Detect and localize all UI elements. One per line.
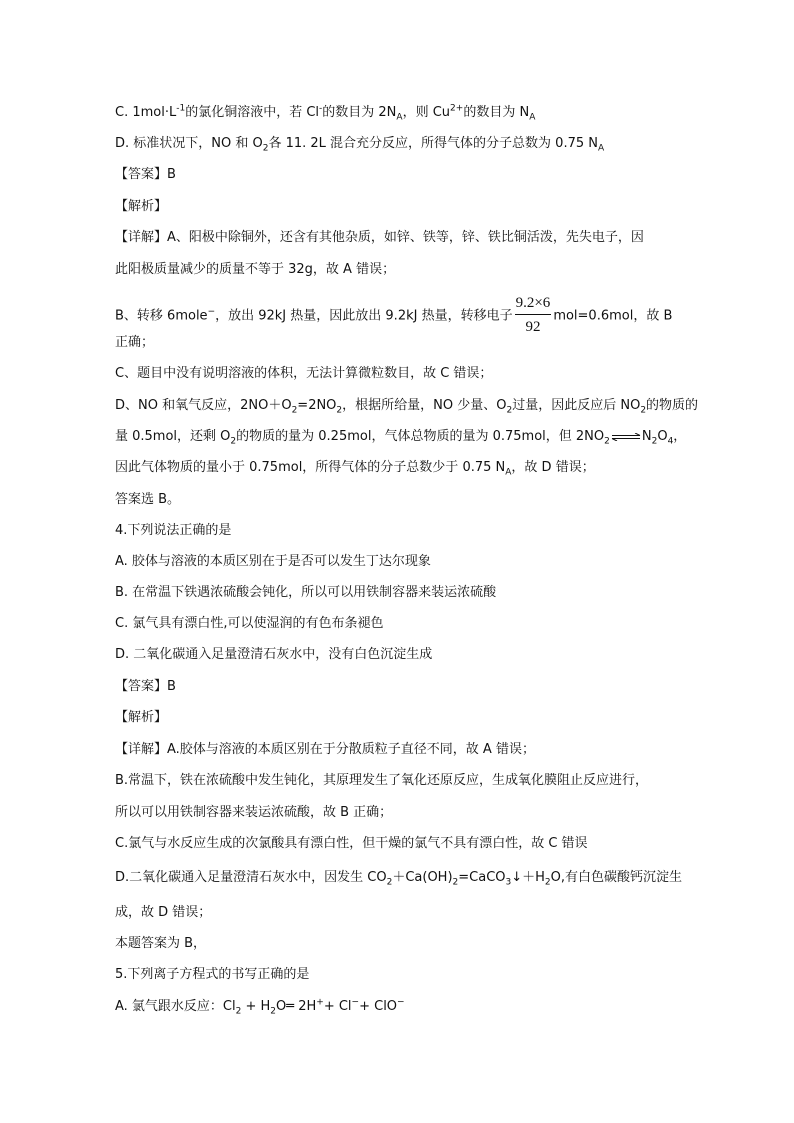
q3-final-answer: 答案选 B。	[115, 492, 181, 507]
q3-detail-c: C、题目中没有说明溶液的体积，无法计算微粒数目，故 C 错误；	[115, 366, 493, 381]
q4-final-answer: 本题答案为 B，	[115, 936, 207, 951]
q3-analysis-heading: 【解析】	[115, 199, 168, 214]
q4-option-d: D. 二氧化碳通入足量澄清石灰水中，没有白色沉淀生成	[115, 647, 433, 662]
q3-detail-a-line1: 【详解】A、阳极中除铜外，还含有其他杂质，如锌、铁等，锌、铁比铜活泼，先失电子，因	[115, 230, 644, 245]
q4-detail-b-line2: 所以可以用铁制容器来装运浓硫酸，故 B 正确；	[115, 805, 393, 820]
q4-detail-a: 【详解】A.胶体与溶液的本质区别在于分散质粒子直径不同，故 A 错误；	[115, 742, 535, 757]
q4-stem: 4.下列说法正确的是	[115, 523, 232, 538]
q4-option-c: C. 氯气具有漂白性,可以使湿润的有色布条褪色	[115, 616, 384, 631]
q4-detail-b-line1: B.常温下，铁在浓硫酸中发生钝化，其原理发生了氧化还原反应，生成氧化膜阻止反应进行，	[115, 773, 649, 788]
q3-detail-d-line1: D、NO 和氧气反应，$2NO+O_2=2NO_2$，根据所给量，NO 少量、$O_2$过量，因此反应后 $NO_2$的物质的	[115, 398, 699, 416]
q3-option-c: C. $1mol\cdot L^{-1}$的氯化铜溶液中，若 Cl-的数目为 $2N_A$，则 $Cu^{2+}$的数目为 $N_A$	[115, 103, 536, 123]
q3-detail-b: B、转移 6mole−，放出 92kJ 热量，因此放出 9.2kJ 热量，转移电子 $\frac{9.2\times 6}{92}$ mol=0.6mol，故 B	[115, 295, 673, 335]
q4-detail-d-line1: D.二氧化碳通入足量澄清石灰水中，因发生 $CO_2+Ca(OH)_2=CaCO_3↓+H_2O$,有白色碳酸钙沉淀生	[115, 870, 683, 888]
equilibrium-arrow-icon	[611, 433, 641, 441]
q3-detail-d-line2: 量 0.5mol，还剩 $O_2$的物质的量为 0.25mol，气体总物质的量为 0.75mol，但 $2NO_2$ $N_2O_4$，	[115, 429, 687, 447]
q4-option-b: B. 在常温下铁遇浓硫酸会钝化，所以可以用铁制容器来装运浓硫酸	[115, 585, 497, 600]
q3-detail-d-line3: 因此气体物质的量小于 0.75mol，所得气体的分子总数少于 0.75 $N_A$，故 D 错误；	[115, 460, 595, 478]
q4-detail-c: C.氯气与水反应生成的次氯酸具有漂白性，但干燥的氯气不具有漂白性，故 C 错误	[115, 836, 588, 851]
q3-option-d: D. 标准状况下，NO 和 $O_2$各 11. 2L 混合充分反应，所得气体的分子总数为 0.75 $N_A$	[115, 136, 605, 154]
q3-answer: 【答案】B	[115, 167, 176, 182]
q4-option-a: A. 胶体与溶液的本质区别在于是否可以发生丁达尔现象	[115, 554, 431, 569]
q4-detail-d-line2: 成，故 D 错误；	[115, 905, 212, 920]
q5-stem: 5.下列离子方程式的书写正确的是	[115, 967, 310, 982]
q4-analysis-heading: 【解析】	[115, 710, 168, 725]
q3-detail-b-line2: 正确；	[115, 335, 155, 350]
q3-detail-a-line2: 此阳极质量减少的质量不等于 32g，故 A 错误；	[115, 262, 396, 277]
q4-answer: 【答案】B	[115, 679, 176, 694]
fraction: $\frac{9.2\times 6}{92}$	[515, 295, 551, 335]
q5-option-a: A. 氯气跟水反应：$Cl_2$ + $H_2O═$ 2H++ Cl−+ ClO−	[115, 997, 405, 1017]
